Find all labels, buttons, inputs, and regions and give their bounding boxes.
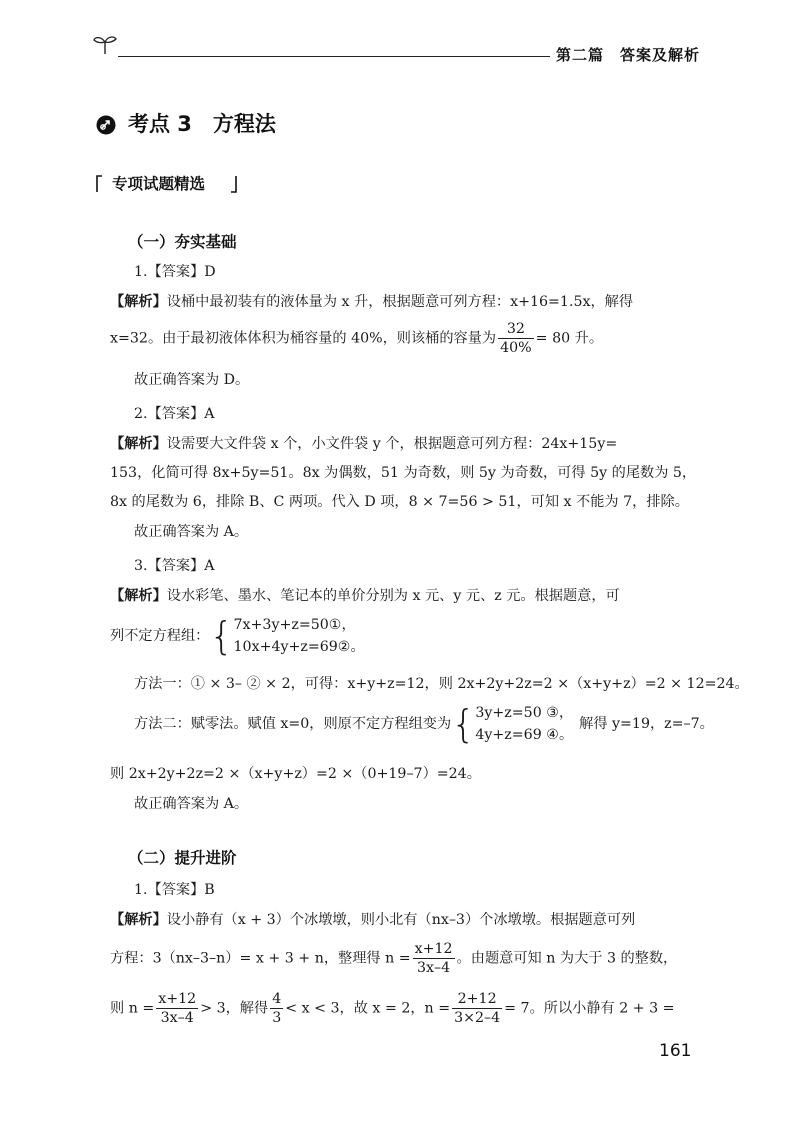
brace: {: [451, 702, 476, 746]
q2-conclusion: 故正确答案为 A。: [134, 524, 249, 540]
equation-stack: [475, 702, 573, 746]
q2-analysis-line1: [110, 434, 617, 454]
q4-analysis-line1: [110, 910, 635, 930]
q4-answer: 1.【答案】B: [134, 882, 215, 898]
q3-method2-result: 解得 y=19，z=–7。: [579, 716, 714, 732]
frac-den: 3×2–4: [454, 1010, 501, 1026]
q1-text3: = 80 升。: [535, 330, 604, 347]
bracket-right: [230, 175, 238, 193]
part-two-title: （二）提升进阶: [128, 849, 237, 867]
equation-3: 3y+z=50 ③，: [475, 705, 574, 721]
fraction: [270, 990, 283, 1027]
q3-method1: 方法一：① × 3– ② × 2，可得：x+y+z=12，则 2x+2y+2z=2 ×（x+y+z）=2 × 12=24。: [134, 676, 749, 692]
q3-method2: [134, 702, 714, 746]
q4-text6: < x < 3，故 x = 2，n =: [285, 1000, 451, 1017]
section-badge-icon: [96, 115, 116, 135]
q2-analysis-line3: 8x 的尾数为 6，排除 B、C 两项。代入 D 项，8 × 7=56 > 51，可知 x 不能为 7，排除。: [110, 494, 689, 510]
q2-analysis-line2: 153，化简可得 8x+5y=51。8x 为偶数，51 为奇数，则 5y 为奇数，可得 5y 的尾数为 5，: [110, 465, 697, 481]
frac-den: 3: [272, 1010, 282, 1026]
part-one-title: （一）夯实基础: [128, 233, 237, 251]
brace: {: [209, 614, 234, 658]
analysis-tag: 【解析】: [110, 294, 167, 310]
equation-1: 7x+3y+z=50①，: [233, 617, 356, 633]
q1-text2: x=32。由于最初液体体积为桶容量的 40%，则该桶的容量为: [110, 330, 497, 347]
equation-4: 4y+z=69 ④。: [475, 727, 574, 743]
q3-text1: 设水彩笔、墨水、笔记本的单价分别为 x 元、y 元、z 元。根据题意，可: [166, 588, 620, 604]
frac-num: 32: [498, 320, 534, 339]
q3-conclusion: 故正确答案为 A。: [134, 796, 249, 812]
q2-text1: 设需要大文件袋 x 个，小文件袋 y 个，根据题意可列方程：24x+15y=: [166, 436, 618, 452]
q4-text7: = 7。所以小静有 2 + 3 =: [504, 1000, 675, 1017]
subsection-title: 专项试题精选: [112, 175, 206, 193]
q1-analysis-line1: [110, 292, 633, 312]
q3-equation-system: [110, 614, 365, 658]
frac-den: 40%: [500, 340, 532, 356]
fraction: [413, 940, 455, 977]
frac-den: 3x–4: [417, 960, 451, 976]
q4-text1: 设小静有（x + 3）个冰墩墩，则小北有（nx–3）个冰墩墩。根据题意可列: [166, 912, 636, 928]
q1-analysis-line2: [110, 320, 603, 357]
q4-text4: 则 n =: [110, 1000, 155, 1017]
q3-method2-text: 方法二：赋零法。赋值 x=0，则原不定方程组变为: [134, 716, 452, 732]
section-title: 考点 3 方程法: [128, 112, 276, 136]
frac-num: x+12: [158, 991, 197, 1007]
q4-analysis-line2: [110, 940, 677, 977]
q4-text3: 。由题意可知 n 为大于 3 的整数，: [456, 950, 678, 967]
q3-calc: 则 2x+2y+2z=2 ×（x+y+z）=2 ×（0+19–7）=24。: [110, 766, 481, 782]
q2-answer: 2.【答案】A: [134, 406, 215, 422]
fraction: [498, 320, 534, 357]
equation-stack: [234, 614, 365, 658]
bracket-left: [95, 175, 103, 193]
frac-num: 4: [272, 991, 282, 1007]
frac-num: x+12: [414, 941, 453, 957]
sprout-icon: [92, 32, 118, 56]
q3-text2: 列不定方程组：: [110, 628, 210, 644]
analysis-tag: 【解析】: [110, 436, 167, 452]
page-number: 161: [659, 1041, 692, 1061]
fraction: [452, 990, 502, 1027]
frac-num: 2+12: [452, 990, 502, 1009]
q4-text5: > 3，解得: [200, 1000, 269, 1017]
q1-text1: 设桶中最初装有的液体量为 x 升，根据题意可列方程：x+16=1.5x，解得: [166, 294, 634, 310]
q1-answer: 1.【答案】D: [134, 264, 216, 280]
q4-analysis-line3: [110, 990, 675, 1027]
q4-text2: 方程：3（nx–3–n）= x + 3 + n，整理得 n =: [110, 950, 411, 967]
q3-answer: 3.【答案】A: [134, 558, 215, 574]
frac-den: 3x–4: [160, 1010, 194, 1026]
running-header: 第二篇 答案及解析: [556, 46, 701, 64]
equation-2: 10x+4y+z=69②。: [233, 639, 365, 655]
q1-conclusion: 故正确答案为 D。: [134, 372, 250, 388]
fraction: [156, 990, 198, 1027]
analysis-tag: 【解析】: [110, 588, 167, 604]
q3-analysis-line1: [110, 586, 620, 606]
analysis-tag: 【解析】: [110, 912, 167, 928]
header-rule: [118, 56, 550, 57]
